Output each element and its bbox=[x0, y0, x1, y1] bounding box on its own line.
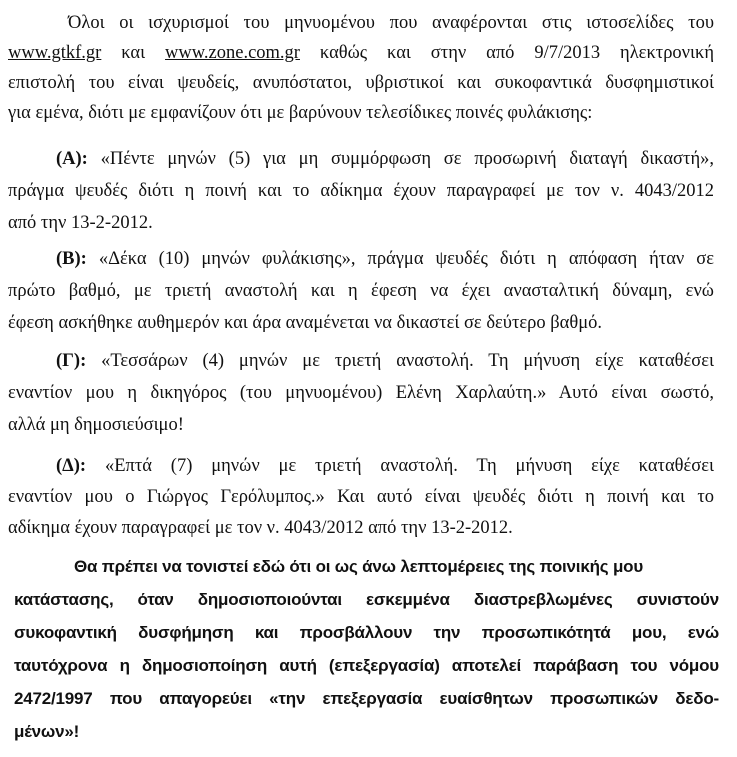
conclusion-line-5: 2472/1997 που απαγορεύει «την επεξεργασία ευαίσθητων προσωπικών δεδο- bbox=[14, 689, 719, 708]
item-b-line-3: έφεση ασκήθηκε αυθημερόν και άρα αναμένεται να δικαστεί σε δεύτερο βαθμό. bbox=[8, 313, 603, 333]
link-gtkf[interactable]: www.gtkf.gr bbox=[8, 43, 102, 63]
intro-line-2 bbox=[8, 38, 714, 68]
item-d-label: (Δ): bbox=[56, 456, 87, 476]
conclusion-line-3: συκοφαντική δυσφήμηση και προσβάλλουν την προσωπικότητά μου, ενώ bbox=[14, 623, 719, 642]
item-c-text-1: «Τεσσάρων (4) μηνών με τριετή αναστολή. Τη μήνυση είχε καταθέσει bbox=[101, 351, 714, 371]
item-b-line-2: πρώτο βαθμό, με τριετή αναστολή και η έφεση να έχει ανασταλτική δύναμη, ενώ bbox=[8, 281, 714, 301]
conclusion-line-1: Θα πρέπει να τονιστεί εδώ ότι οι ως άνω λεπτομέρειες της ποινικής μου bbox=[74, 557, 644, 576]
link-zone[interactable]: www.zone.com.gr bbox=[165, 43, 300, 63]
conclusion-line-2: κατάστασης, όταν δημοσιοποιούνται εσκεμμένα διαστρεβλωμένες συνιστούν bbox=[14, 590, 719, 609]
item-c-label: (Γ): bbox=[56, 351, 87, 371]
intro-line-4: για εμένα, διότι με εμφανίζουν ότι με βαρύνουν τελεσίδικες ποινές φυλάκισης: bbox=[8, 103, 593, 123]
conclusion-line-6: μένων»! bbox=[14, 722, 80, 741]
item-d-line-1 bbox=[8, 451, 714, 481]
item-a-text-1: «Πέντε μηνών (5) για μη συμμόρφωση σε προσωρινή διαταγή δικαστή», bbox=[100, 149, 714, 169]
item-b-label: (Β): bbox=[56, 249, 87, 269]
item-c-line-3: αλλά μη δημοσιεύσιμο! bbox=[8, 415, 184, 435]
conclusion-line-4: ταυτόχρονα η δημοσιοποίηση αυτή (επεξεργασία) αποτελεί παράβαση του νόμου bbox=[14, 656, 719, 675]
intro-connector: και bbox=[121, 43, 146, 63]
intro-line-3: επιστολή του είναι ψευδείς, ανυπόστατοι, υβριστικοί και συκοφαντικά δυσφημιστικοί bbox=[8, 73, 714, 93]
item-d-line-2: εναντίον μου ο Γιώργος Γερόλυμπος.» Και αυτό είναι ψευδές διότι η ποινή και το bbox=[8, 487, 714, 507]
item-a-line-3: από την 13-2-2012. bbox=[8, 213, 153, 233]
item-b-line-1 bbox=[8, 244, 714, 274]
item-c-line-2: εναντίον μου η δικηγόρος (του μηνυομένου) Ελένη Χαρλαύτη.» Αυτό είναι σωστό, bbox=[8, 383, 714, 403]
intro-line-1: Όλοι οι ισχυρισμοί του μηνυομένου που αναφέρονται στις ιστοσελίδες του bbox=[68, 13, 714, 33]
item-a-label: (Α): bbox=[56, 149, 88, 169]
item-c-line-1 bbox=[8, 346, 714, 376]
item-d-text-1: «Επτά (7) μηνών με τριετή αναστολή. Τη μήνυση είχε καταθέσει bbox=[104, 456, 715, 476]
item-a-line-2: πράγμα ψευδές διότι η ποινή και το αδίκημα έχουν παραγραφεί με τον ν. 4043/2012 bbox=[8, 181, 714, 201]
item-a-line-1 bbox=[8, 144, 714, 174]
item-b-text-1: «Δέκα (10) μηνών φυλάκισης», πράγμα ψευδές διότι η απόφαση ήταν σε bbox=[98, 249, 714, 269]
item-d-line-3: αδίκημα έχουν παραγραφεί με τον ν. 4043/2012 από την 13-2-2012. bbox=[8, 518, 513, 538]
intro-line-2-rest: καθώς και στην από 9/7/2013 ηλεκτρονική bbox=[319, 43, 715, 63]
